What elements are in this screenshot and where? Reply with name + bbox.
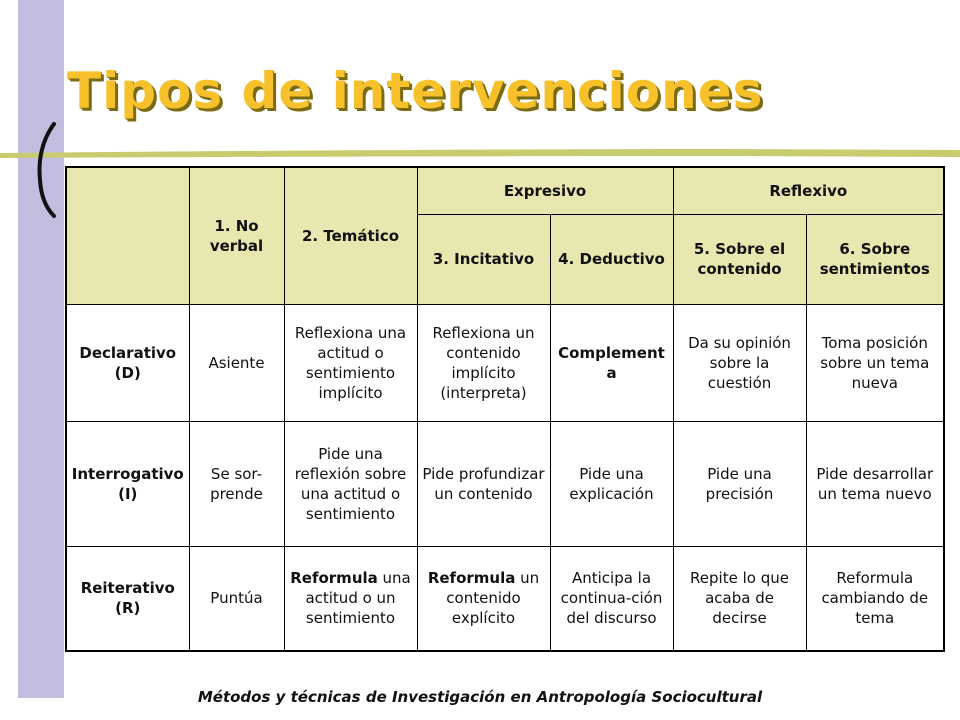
row-header-reiterativo: Reiterativo (R) [66,546,189,651]
col-header-sobre-sentimientos: 6. Sobre sentimientos [806,214,944,304]
lavender-side-bar [18,0,64,698]
emphasis-text: Reformula [427,569,516,588]
col-header-sobre-contenido: 5. Sobre el contenido [673,214,806,304]
table-cell [417,546,550,651]
emphasis-text: Reformula [290,569,378,588]
table-cell: Complementa [550,304,673,421]
slide-title: Tipos de intervenciones [67,62,764,120]
table-cell: Pide desarrollar un tema nuevo [806,421,944,546]
table-cell: Puntúa [189,546,284,651]
group-header-reflexivo: Reflexivo [673,167,944,214]
table-cell: Repite lo que acaba de decirse [673,546,806,651]
col-header-tematico: 2. Temático [284,167,417,304]
table-cell: Reflexiona una actitud o sentimiento implícito [284,304,417,421]
bracket-ornament [30,120,60,220]
corner-header-cell [66,167,189,304]
table-cell: Pide una reflexión sobre una actitud o sentimiento [284,421,417,546]
table-cell: Reformula cambiando de tema [806,546,944,651]
olive-decorative-line [0,140,960,164]
table-cell: Da su opinión sobre la cuestión [673,304,806,421]
table-cell: Pide una precisión [673,421,806,546]
table-cell: Pide una explicación [550,421,673,546]
row-header-declarativo: Declarativo (D) [66,304,189,421]
slide-footer: Métodos y técnicas de Investigación en Antropología Sociocultural [197,688,763,706]
col-header-deductivo: 4. Deductivo [550,214,673,304]
table-cell [284,546,417,651]
table-cell: Pide profundizar un contenido [417,421,550,546]
row-header-interrogativo: Interrogativo (I) [66,421,189,546]
table-row-reiterativo [66,546,944,651]
interventions-table [65,166,945,652]
table-cell: Reflexiona un contenido implícito (interpreta) [417,304,550,421]
cell-text: una actitud o un sentimiento [305,569,411,628]
table-cell: Asiente [189,304,284,421]
group-header-expresivo: Expresivo [417,167,673,214]
table-cell: Anticipa la continua-ción del discurso [550,546,673,651]
table-row-declarativo [66,304,944,421]
table-cell: Toma posición sobre un tema nueva [806,304,944,421]
table-row-interrogativo [66,421,944,546]
col-header-no-verbal: 1. No verbal [189,167,284,304]
table-cell: Se sor-prende [189,421,284,546]
cell-text: un contenido explícito [446,569,540,628]
col-header-incitativo: 3. Incitativo [417,214,550,304]
